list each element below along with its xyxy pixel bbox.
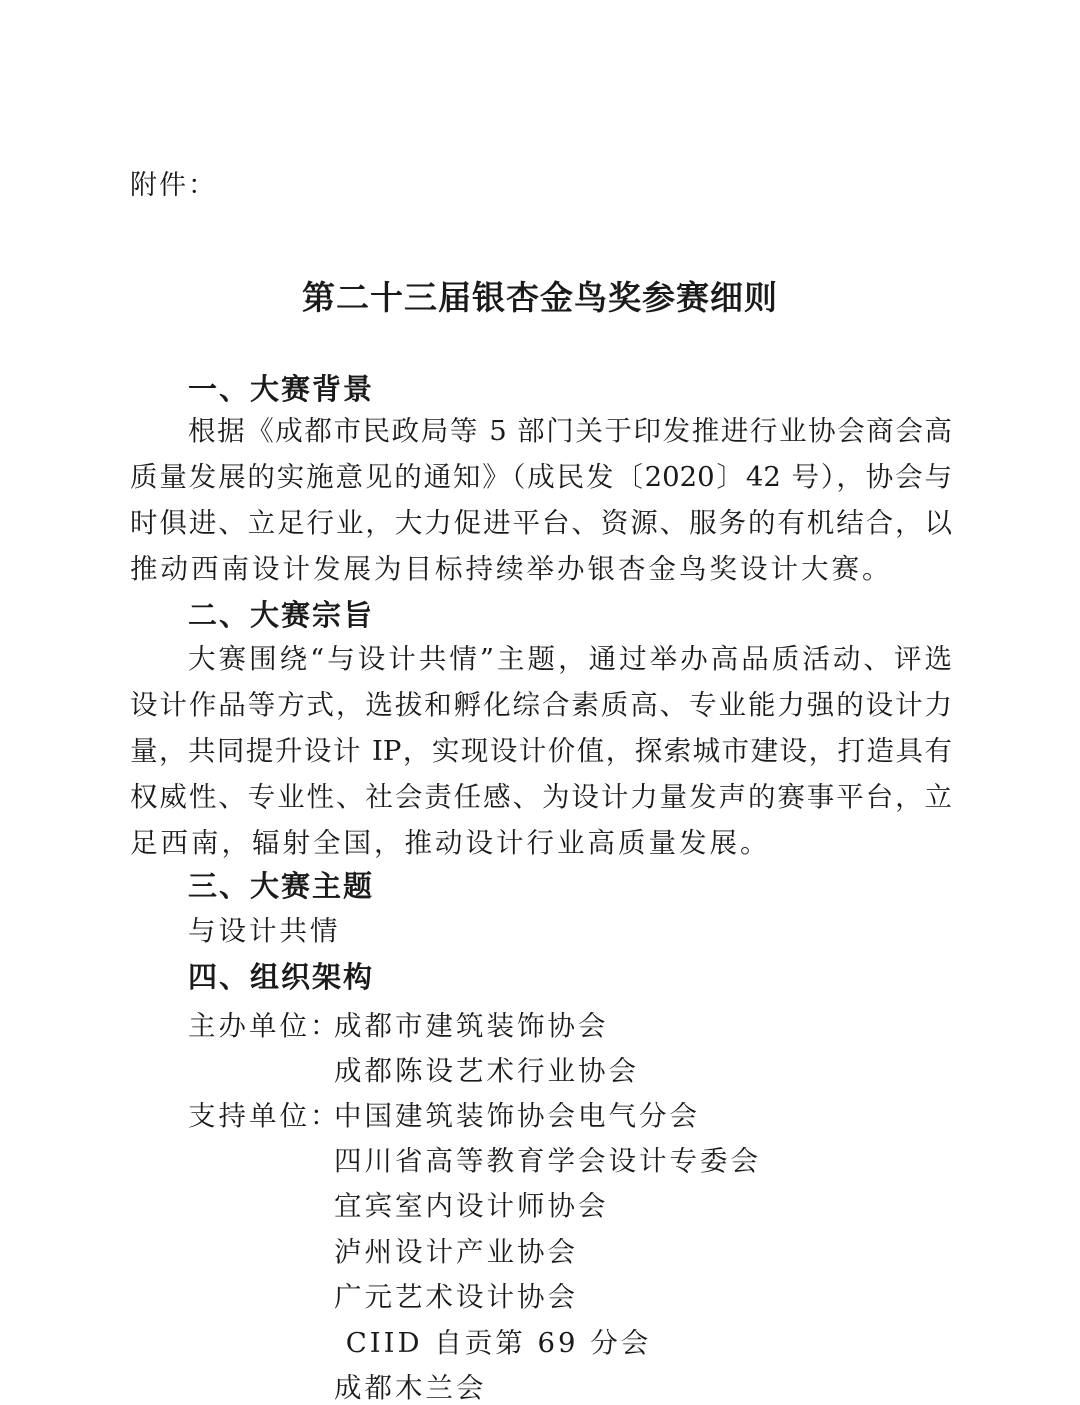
attachment-label: 附件： — [130, 170, 217, 201]
section-heading-purpose: 二、大赛宗旨 — [188, 598, 375, 632]
paragraph-line: 时俱进、立足行业，大力促进平台、资源、服务的有机结合，以 — [130, 507, 952, 539]
supporter-item: CIID 自贡第 69 分会 — [334, 1327, 652, 1359]
paragraph-line: 根据《成都市民政局等 5 部门关于印发推进行业协会商会高 — [188, 415, 952, 447]
host-label: 主办单位： — [188, 1010, 341, 1042]
theme-text: 与设计共情 — [188, 915, 341, 947]
paragraph-line: 大赛围绕“与设计共情”主题，通过举办高品质活动、评选 — [188, 643, 952, 675]
supporter-item: 广元艺术设计协会 — [334, 1281, 578, 1313]
supporter-item: 泸州设计产业协会 — [334, 1236, 578, 1268]
supporter-item: 四川省高等教育学会设计专委会 — [334, 1145, 761, 1177]
section-heading-organization: 四、组织架构 — [188, 960, 375, 994]
support-label: 支持单位： — [188, 1100, 341, 1132]
host-item: 成都陈设艺术行业协会 — [334, 1055, 639, 1087]
paragraph-line: 推动西南设计发展为目标持续举办银杏金鸟奖设计大赛。 — [130, 553, 893, 585]
document-title: 第二十三届银杏金鸟奖参赛细则 — [302, 278, 778, 317]
supporter-item: 成都木兰会 — [334, 1372, 487, 1404]
supporter-item: 中国建筑装饰协会电气分会 — [334, 1100, 700, 1132]
paragraph-line: 足西南，辐射全国，推动设计行业高质量发展。 — [130, 827, 771, 859]
section-heading-background: 一、大赛背景 — [188, 372, 375, 406]
paragraph-line: 质量发展的实施意见的通知》（成民发〔2020〕42 号），协会与 — [130, 461, 952, 493]
paragraph-line: 量，共同提升设计 IP，实现设计价值，探索城市建设，打造具有 — [130, 735, 952, 767]
host-item: 成都市建筑装饰协会 — [334, 1010, 609, 1042]
supporter-item: 宜宾室内设计师协会 — [334, 1190, 609, 1222]
paragraph-line: 设计作品等方式，选拔和孵化综合素质高、专业能力强的设计力 — [130, 689, 952, 721]
paragraph-line: 权威性、专业性、社会责任感、为设计力量发声的赛事平台，立 — [130, 781, 952, 813]
section-heading-theme: 三、大赛主题 — [188, 869, 375, 903]
